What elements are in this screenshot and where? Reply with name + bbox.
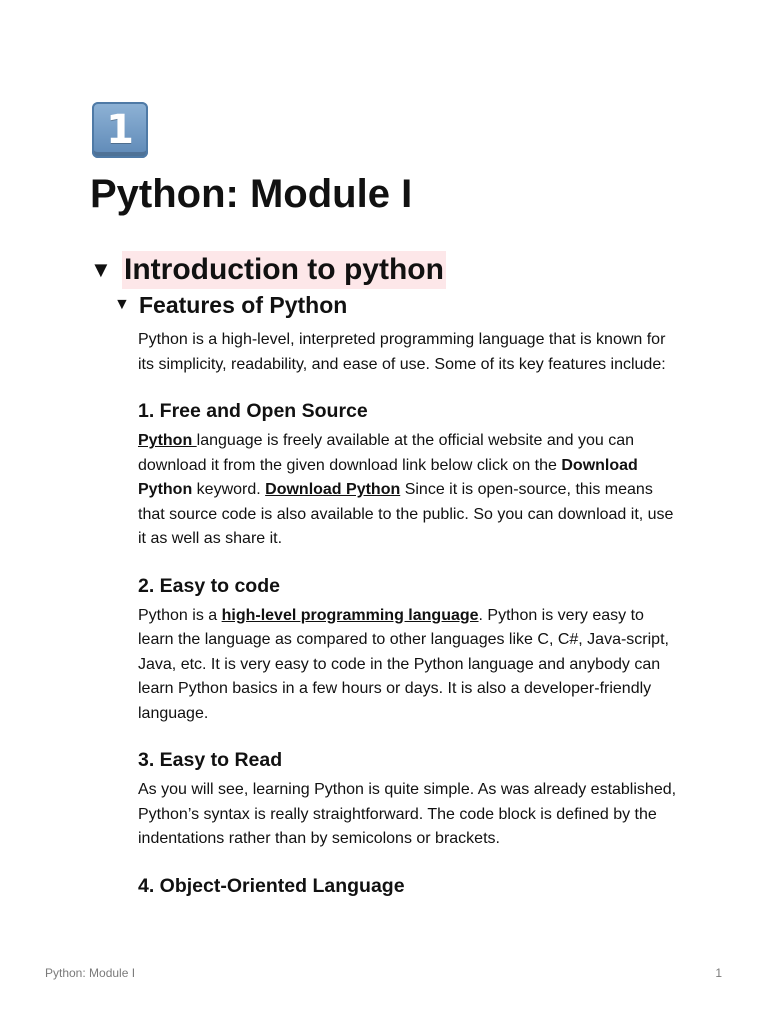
paragraph-text: keyword. xyxy=(192,481,266,498)
section-heading: 1. Free and Open Source xyxy=(138,400,368,422)
section-paragraph xyxy=(138,604,678,727)
paragraph-text: . Python is very easy to learn the language as compared to other languages like C, C#, Java-script, Java, etc. It is very easy to code in the Python language and anybody can learn Python basics in a few hours or days. It is also a developer-friendly language. xyxy=(138,606,669,722)
section-heading: 4. Object-Oriented Language xyxy=(138,874,405,897)
footer-title: Python: Module I xyxy=(45,966,136,980)
toggle-heading-introduction[interactable] xyxy=(90,251,446,289)
toggle-heading-label: Introduction to python xyxy=(122,251,446,289)
paragraph-text: Python is a xyxy=(138,606,222,624)
toggle-content xyxy=(138,328,678,899)
download-python-link[interactable]: Download Python xyxy=(265,481,401,498)
triangle-down-icon[interactable]: ▼ xyxy=(114,296,130,313)
page-number: 1 xyxy=(715,966,722,980)
toggle-heading-label: Features of Python xyxy=(139,292,348,318)
high-level-language-link[interactable]: high-level programming language xyxy=(221,606,479,624)
keycap-digit: 1 xyxy=(106,107,134,153)
section-paragraph xyxy=(138,429,678,552)
bold-text: Download Python xyxy=(138,456,638,498)
page-title: Python: Module I xyxy=(90,172,413,216)
python-link[interactable]: Python xyxy=(138,432,197,449)
section-paragraph: As you will see, learning Python is quite simple. As was already established, Python’s syntax is really straightforward. The code block is defined by the indentations rather than by semicolons or brackets. xyxy=(138,781,677,847)
keycap-one-icon xyxy=(92,102,148,158)
section-heading: 3. Easy to Read xyxy=(138,749,283,771)
toggle-heading-features[interactable] xyxy=(114,290,347,320)
paragraph-text: Since it is open-source, this means that source code is also available to the public. So you can download it, use it as well as share it. xyxy=(138,481,674,547)
section-heading: 2. Easy to code xyxy=(138,574,280,597)
intro-paragraph: Python is a high-level, interpreted programming language that is known for its simplicity, readability, and ease of use. Some of its key features include: xyxy=(138,331,666,373)
paragraph-text: language is freely available at the official website and you can download it from the given download link below click on the xyxy=(138,432,634,474)
triangle-down-icon[interactable]: ▼ xyxy=(90,257,112,282)
